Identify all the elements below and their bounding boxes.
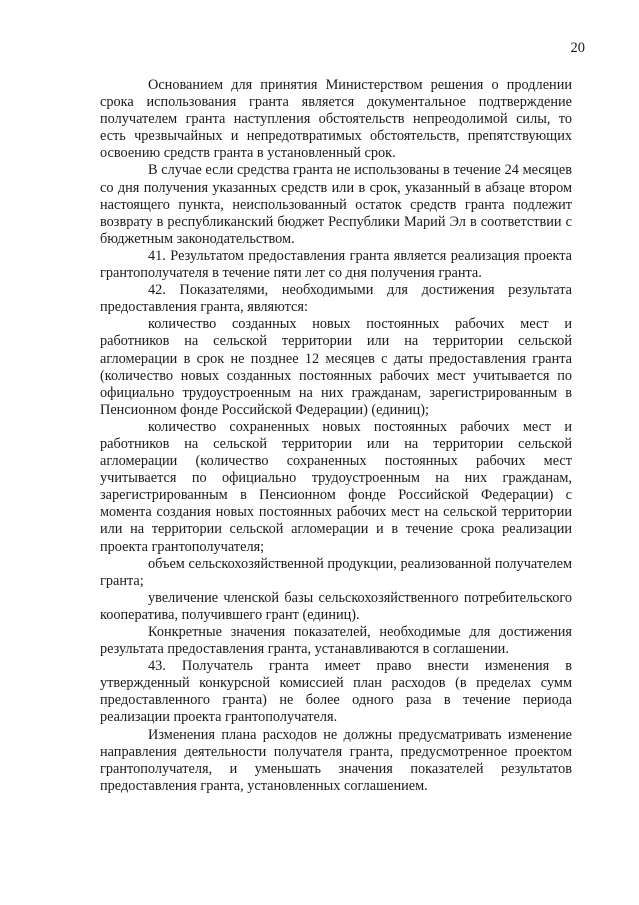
- indicator-membership-growth: увеличение членской базы сельскохозяйственного потребительского кооператива, получившего грант (единиц).: [100, 589, 572, 623]
- indicator-preserved-jobs: количество сохраненных новых постоянных рабочих мест и работников на сельской территории или на территории сельской агломерации (количество сохраненных постоянных рабочих мест учитывается по официально трудоустроенным на них гражданам, зарегистрированным в Пенсионном фонде Российской Федерации) с момента создания новых постоянных рабочих мест на сельской территории или на территории сельской агломерации и в течение срока реализации проекта грантополучателя;: [100, 418, 572, 555]
- paragraph-unused-funds-return: В случае если средства гранта не использованы в течение 24 месяцев со дня получения указанных средств или в срок, указанный в абзаце втором настоящего пункта, неиспользованный остаток средств гранта подлежит возврату в республиканский бюджет Республики Марий Эл в соответствии с бюджетным законодательством.: [100, 162, 572, 247]
- document-body: [100, 77, 572, 795]
- indicator-created-jobs: количество созданных новых постоянных рабочих мест и работников на сельской территории или на территории сельской агломерации в срок не позднее 12 месяцев с даты предоставления гранта (количество новых созданных постоянных рабочих мест учитывается по официально трудоустроенным на них гражданам, зарегистрированным в Пенсионном фонде Российской Федерации) (единиц);: [100, 316, 572, 418]
- paragraph-expense-changes: Изменения плана расходов не должны предусматривать изменение направления деятельности получателя гранта, предусмотренное проектом грантополучателя, и уменьшать значения показателей результатов предоставления гранта, установленных соглашением.: [100, 726, 572, 794]
- paragraph-extension-grounds: Основанием для принятия Министерством решения о продлении срока использования гранта является документальное подтверждение получателем гранта наступления обстоятельств непреодолимой силы, то есть чрезвычайных и непредотвратимых обстоятельств, препятствующих освоению средств гранта в установленный срок.: [100, 77, 572, 162]
- paragraph-item-43: 43. Получатель гранта имеет право внести изменения в утвержденный конкурсной комиссией план расходов (в пределах сумм предоставленного гранта) не более одного раза в течение периода реализации проекта грантополучателя.: [100, 658, 572, 726]
- paragraph-specific-values: Конкретные значения показателей, необходимые для достижения результата предоставления гранта, устанавливаются в соглашении.: [100, 624, 572, 658]
- page-number: 20: [570, 40, 585, 56]
- indicator-production-volume: объем сельскохозяйственной продукции, реализованной получателем гранта;: [100, 555, 572, 589]
- paragraph-item-41: 41. Результатом предоставления гранта является реализация проекта грантополучателя в течение пяти лет со дня получения гранта.: [100, 247, 572, 282]
- paragraph-item-42: 42. Показателями, необходимыми для достижения результата предоставления гранта, являются:: [100, 282, 572, 316]
